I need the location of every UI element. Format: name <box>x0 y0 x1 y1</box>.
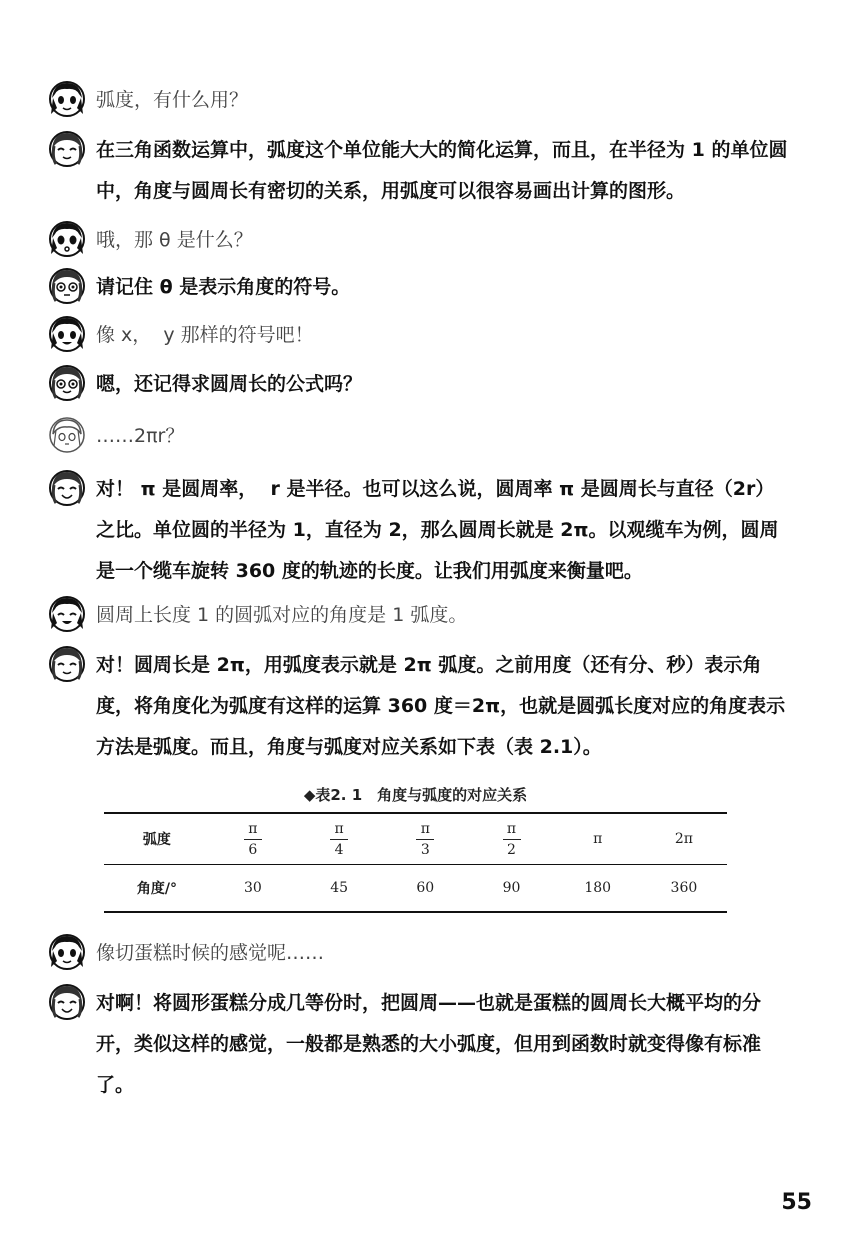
radian-cell <box>296 821 382 858</box>
degree-cell: 60 <box>416 880 435 896</box>
dialogue-text: 弧度，有什么用？ <box>96 89 249 111</box>
fraction-denominator: 3 <box>420 841 430 858</box>
dialogue-text: 哦，那 θ 是什么？ <box>96 229 253 251</box>
degree-cell: 180 <box>584 880 612 896</box>
radian-cell <box>468 821 554 858</box>
degree-cell: 90 <box>502 880 521 896</box>
radian-cell: 2π <box>674 831 693 847</box>
fraction-numerator: π <box>334 820 344 837</box>
dialogue-text: 对啊！将圆形蛋糕分成几等份时，把圆周——也就是蛋糕的圆周长大概平均的分开，类似这样的感觉，一般都是熟悉的大小弧度，但用到函数时就变得像有标准了。 <box>96 992 762 1096</box>
girl-avatar-icon <box>48 220 86 258</box>
teacher-avatar-icon <box>48 130 86 168</box>
teacher-avatar-icon <box>48 267 86 305</box>
page-number: 55 <box>781 1190 812 1215</box>
dialogue-line <box>48 80 798 121</box>
fraction-denominator: 2 <box>507 841 516 858</box>
dialogue-line <box>48 645 798 768</box>
dialogue-line <box>48 595 798 636</box>
fraction-numerator: π <box>248 820 258 837</box>
girl-avatar-icon <box>48 80 86 118</box>
girl-avatar-icon <box>48 933 86 971</box>
dialogue-line <box>48 364 798 405</box>
girl-avatar-icon <box>48 595 86 633</box>
dialogue-line <box>48 315 798 356</box>
table-row-degrees <box>104 865 727 911</box>
table-bottom-rule <box>104 911 727 913</box>
dialogue-text: 圆周上长度 1 的圆弧对应的角度是 1 弧度。 <box>96 604 468 626</box>
dialogue-text: 对！ π 是圆周率， r 是半径。也可以这么说，圆周率 π 是圆周长与直径（2r）之比。单位圆的半径为 1，直径为 2，那么圆周长就是 2π。以观缆车为例，圆周是一个缆车旋转 360 度的轨迹的长度。让我们用弧度来衡量吧。 <box>96 478 779 582</box>
dialogue-line <box>48 416 798 457</box>
degree-cell: 360 <box>670 880 698 896</box>
fraction-denominator: 6 <box>248 841 258 858</box>
degree-header: 角度/° <box>136 881 177 897</box>
radian-header: 弧度 <box>142 832 171 848</box>
degree-cell: 30 <box>243 880 262 896</box>
fraction-numerator: π <box>506 820 517 837</box>
dialogue-line <box>48 267 798 308</box>
radian-degree-table <box>104 782 727 913</box>
dialogue-text: 像 x， y 那样的符号吧！ <box>96 324 314 346</box>
dialogue-text: 在三角函数运算中，弧度这个单位能大大的简化运算，而且，在半径为 1 的单位圆中，角度与圆周长有密切的关系，用弧度可以很容易画出计算的图形。 <box>96 139 788 202</box>
radian-cell <box>210 821 296 858</box>
dialogue-text: 请记住 θ 是表示角度的符号。 <box>96 276 351 298</box>
dialogue-line <box>48 933 798 974</box>
dialogue-line <box>48 220 798 261</box>
girl-avatar-icon <box>48 315 86 353</box>
table-row-radians <box>104 814 727 864</box>
dialogue-line <box>48 130 798 212</box>
dialogue-text: 像切蛋糕时候的感觉呢…… <box>96 942 325 964</box>
radian-cell <box>382 821 468 858</box>
dialogue-line <box>48 983 798 1106</box>
dialogue-line <box>48 469 798 592</box>
dialogue-text: 对！圆周长是 2π，用弧度表示就是 2π 弧度。之前用度（还有分、秒）表示角度，将角度化为弧度有这样的运算 360 度＝2π，也就是圆弧长度对应的角度表示方法是弧度。而且，角度与弧度对应关系如下表（表 2.1）。 <box>96 654 786 758</box>
fraction-denominator: 4 <box>334 841 344 858</box>
teacher-avatar-icon <box>48 983 86 1021</box>
third-character-avatar-icon <box>48 416 86 454</box>
dialogue-text: ……2πr？ <box>96 425 185 447</box>
teacher-avatar-icon <box>48 469 86 507</box>
table-caption: ◆表2. 1 角度与弧度的对应关系 <box>303 786 528 804</box>
radian-cell: π <box>593 831 603 847</box>
dialogue-text: 嗯，还记得求圆周长的公式吗？ <box>96 373 363 395</box>
teacher-avatar-icon <box>48 364 86 402</box>
fraction-numerator: π <box>420 820 430 837</box>
teacher-avatar-icon <box>48 645 86 683</box>
degree-cell: 45 <box>330 880 349 896</box>
